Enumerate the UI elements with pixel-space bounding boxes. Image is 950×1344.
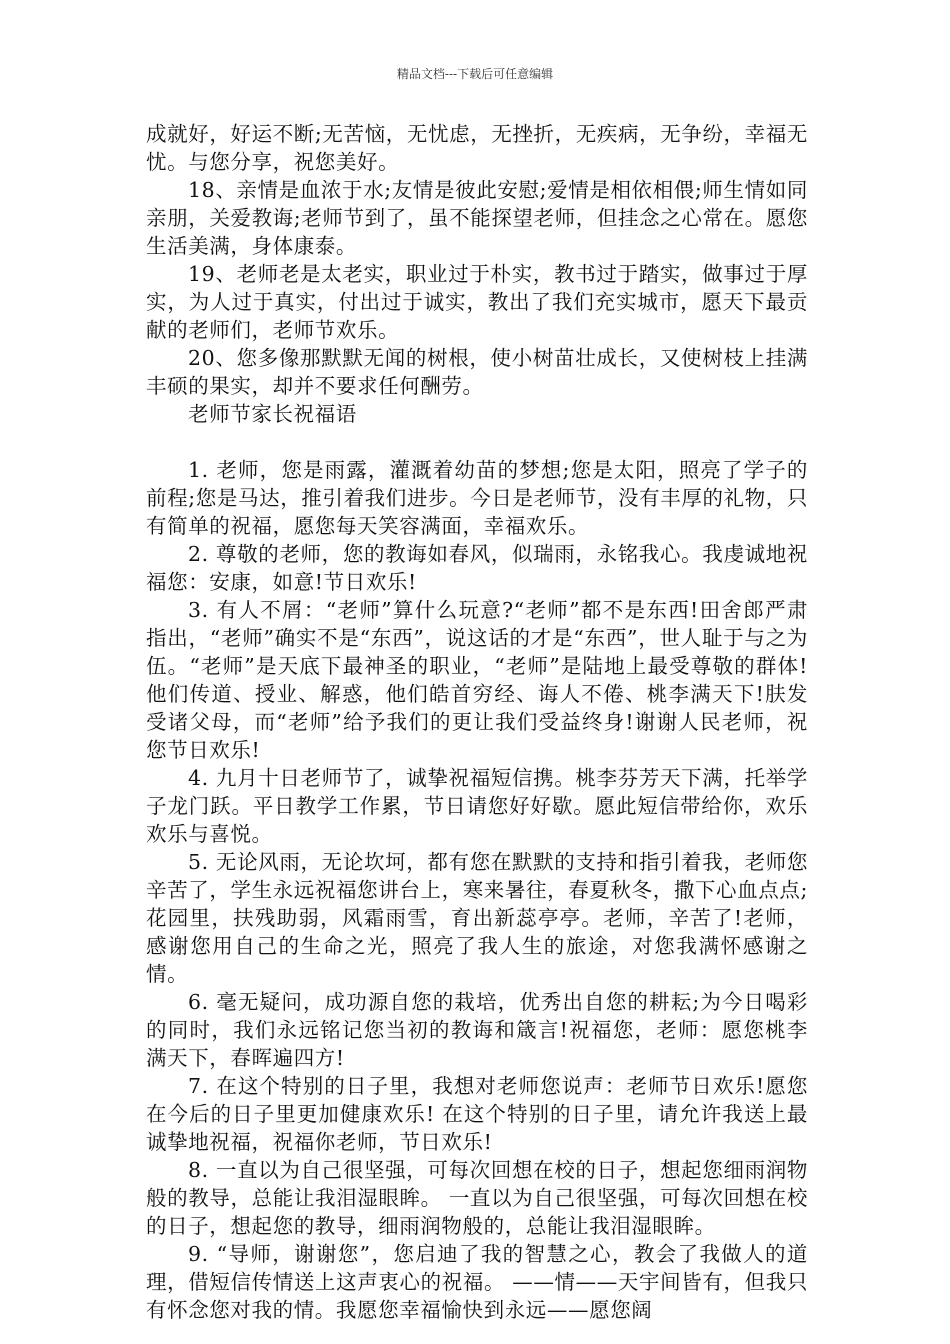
document-body — [146, 120, 808, 1324]
list-item-3: 3. 有人不屑：“老师”算什么玩意?“老师”都不是东西!田舍郎严肃指出，“老师”确实不是“东西”，说这话的才是“东西”，世人耻于与之为伍。“老师”是天底下最神圣的职业，“老师”是陆地上最受尊敬的群体!他们传道、授业、解惑，他们皓首穷经、诲人不倦、桃李满天下!肤发受诸父母，而“老师”给予我们的更让我们受益终身!谢谢人民老师，祝您节日欢乐! — [146, 598, 808, 762]
paragraph-19: 19、老师老是太老实，职业过于朴实，教书过于踏实，做事过于厚实，为人过于真实，付出过于诚实，教出了我们充实城市，愿天下最贡献的老师们，老师节欢乐。 — [146, 262, 808, 342]
list-item-8: 8. 一直以为自己很坚强，可每次回想在校的日子，想起您细雨润物般的教导，总能让我泪湿眼眸。 一直以为自己很坚强，可每次回想在校的日子，想起您的教导，细雨润物般的，总能让我泪湿眼眸。 — [146, 1158, 808, 1238]
paragraph-18: 18、亲情是血浓于水;友情是彼此安慰;爱情是相依相偎;师生情如同亲朋，关爱教诲;老师节到了，虽不能探望老师，但挂念之心常在。愿您生活美满，身体康泰。 — [146, 178, 808, 258]
list-item-4: 4. 九月十日老师节了，诚挚祝福短信携。桃李芬芳天下满，托举学子龙门跃。平日教学工作累，节日请您好好歇。愿此短信带给你，欢乐欢乐与喜悦。 — [146, 766, 808, 846]
paragraph-20: 20、您多像那默默无闻的树根，使小树苗壮成长，又使树枝上挂满丰硕的果实，却并不要求任何酬劳。 — [146, 346, 808, 398]
blank-line — [146, 428, 808, 456]
list-item-2: 2. 尊敬的老师，您的教诲如春风，似瑞雨，永铭我心。我虔诚地祝福您：安康，如意!节日欢乐! — [146, 542, 808, 594]
page-header: 精品文档---下载后可任意编辑 — [396, 67, 554, 81]
list-item-6: 6. 毫无疑问，成功源自您的栽培，优秀出自您的耕耘;为今日喝彩的同时，我们永远铭记您当初的教诲和箴言!祝福您，老师：愿您桃李满天下，春晖遍四方! — [146, 990, 808, 1070]
paragraph-continuation: 成就好，好运不断;无苦恼，无忧虑，无挫折，无疾病，无争纷，幸福无忧。与您分享，祝您美好。 — [146, 122, 808, 174]
list-item-7: 7. 在这个特别的日子里，我想对老师您说声：老师节日欢乐!愿您在今后的日子里更加健康欢乐! 在这个特别的日子里，请允许我送上最诚挚地祝福，祝福你老师，节日欢乐! — [146, 1074, 808, 1154]
list-item-9: 9. “导师，谢谢您”，您启迪了我的智慧之心，教会了我做人的道理，借短信传情送上这声衷心的祝福。 ——情——天宇间皆有，但我只有怀念您对我的情。我愿您幸福愉快到永远——愿您阔 — [146, 1242, 808, 1322]
list-item-5: 5. 无论风雨，无论坎坷，都有您在默默的支持和指引着我，老师您辛苦了，学生永远祝福您讲台上，寒来暑往，春夏秋冬，撒下心血点点;花园里，扶残助弱，风霜雨雪，育出新蕊亭亭。老师，辛苦了!老师，感谢您用自己的生命之光，照亮了我人生的旅途，对您我满怀感谢之情。 — [146, 850, 808, 986]
list-item-1: 1. 老师，您是雨露，灌溉着幼苗的梦想;您是太阳，照亮了学子的前程;您是马达，推引着我们进步。今日是老师节，没有丰厚的礼物，只有简单的祝福，愿您每天笑容满面，幸福欢乐。 — [146, 458, 808, 538]
section-title: 老师节家长祝福语 — [188, 402, 357, 426]
